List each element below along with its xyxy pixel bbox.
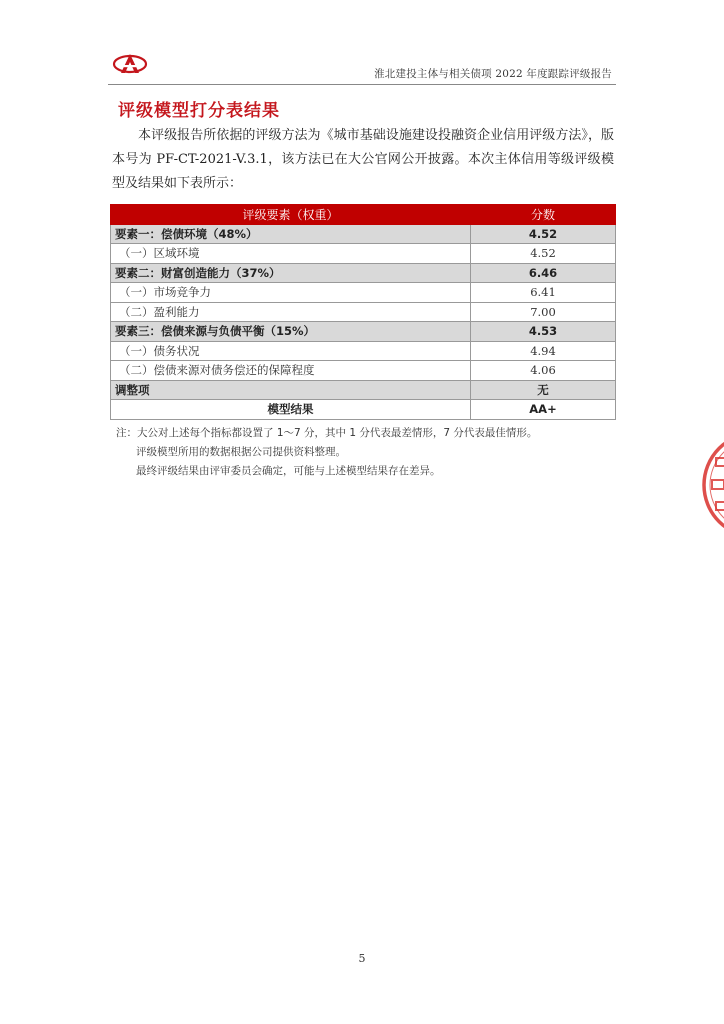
row-label: 模型结果: [111, 400, 471, 420]
row-value: 6.46: [471, 263, 616, 283]
note-line: 最终评级结果由评审委员会确定，可能与上述模型结果存在差异。: [136, 465, 441, 477]
row-value: 4.52: [471, 244, 616, 264]
dagong-logo-icon: [112, 52, 148, 76]
table-row: [111, 302, 616, 322]
row-label: 要素二：财富创造能力（37%）: [111, 263, 471, 283]
section-title: 评级模型打分表结果: [118, 101, 280, 121]
row-label: （一）市场竞争力: [111, 283, 471, 303]
table-row: [111, 244, 616, 264]
report-header-title: 淮北建投主体与相关债项 2022 年度跟踪评级报告: [374, 68, 612, 80]
row-label: （一）债务状况: [111, 341, 471, 361]
row-label: （一）区域环境: [111, 244, 471, 264]
note-line: 注：大公对上述每个指标都设置了 1～7 分，其中 1 分代表最差情形，7 分代表最佳情形。: [116, 427, 538, 439]
table-row: [111, 322, 616, 342]
row-label: （二）偿债来源对债务偿还的保障程度: [111, 361, 471, 381]
row-value: AA+: [471, 400, 616, 420]
table-header-row: [111, 205, 616, 225]
company-seal-icon: [696, 430, 724, 540]
adjustment-row: [111, 380, 616, 400]
table-row: [111, 341, 616, 361]
table-row: [111, 224, 616, 244]
row-value: 4.52: [471, 224, 616, 244]
row-value: 7.00: [471, 302, 616, 322]
model-result-row: [111, 400, 616, 420]
row-label: 要素一：偿债环境（48%）: [111, 224, 471, 244]
row-value: 无: [471, 380, 616, 400]
note-line: 评级模型所用的数据根据公司提供资料整理。: [136, 446, 346, 458]
score-column-header: 分数: [471, 205, 616, 225]
intro-paragraph: [112, 124, 614, 196]
row-label: （二）盈利能力: [111, 302, 471, 322]
table-notes: [116, 424, 537, 481]
row-label: 调整项: [111, 380, 471, 400]
row-value: 6.41: [471, 283, 616, 303]
row-label: 要素三：偿债来源与负债平衡（15%）: [111, 322, 471, 342]
intro-text: 本评级报告所依据的评级方法为《城市基础设施建设投融资企业信用评级方法》，版本号为 PF-CT-2021-V.3.1，该方法已在大公官网公开披露。本次主体信用等级评级模型及结果如下表所示：: [112, 128, 614, 191]
table-row: [111, 283, 616, 303]
factor-column-header: 评级要素（权重）: [111, 205, 471, 225]
row-value: 4.53: [471, 322, 616, 342]
table-row: [111, 361, 616, 381]
page-number: 5: [358, 952, 366, 965]
table-row: [111, 263, 616, 283]
scorecard-table: [110, 204, 616, 420]
row-value: 4.94: [471, 341, 616, 361]
row-value: 4.06: [471, 361, 616, 381]
header-divider: [108, 84, 616, 85]
